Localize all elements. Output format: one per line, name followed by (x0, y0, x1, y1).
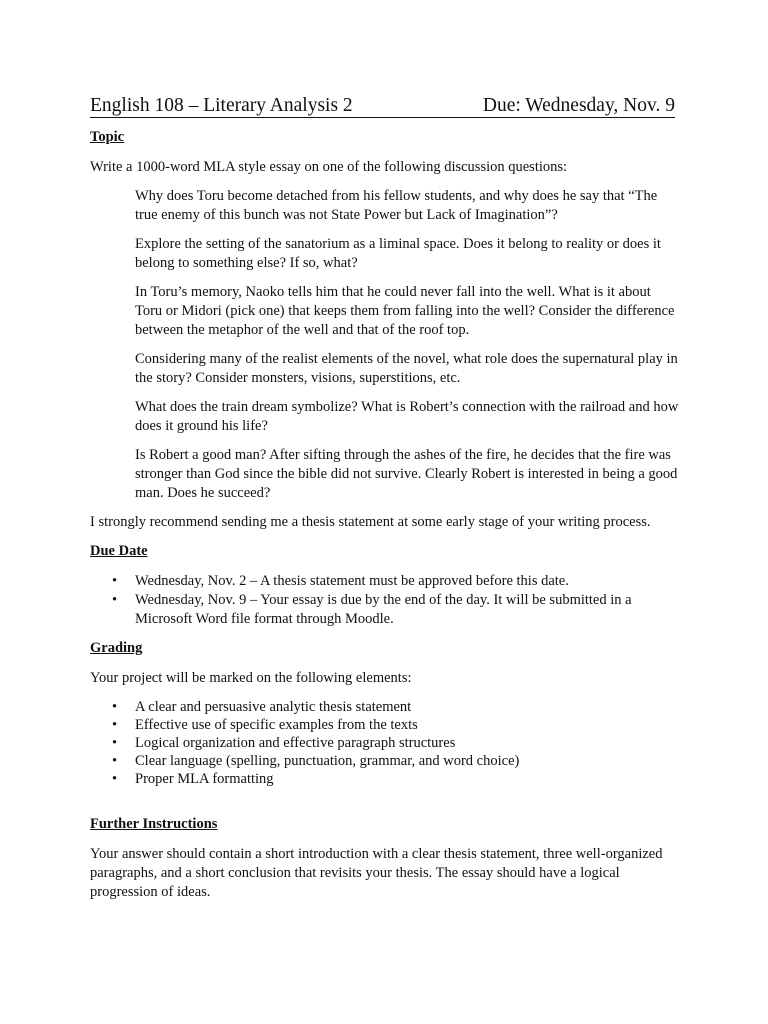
discussion-question: In Toru’s memory, Naoko tells him that he could never fall into the well. What is it about Toru or Midori (pick one) that keeps them from falling into the well? Consider the difference between the metaphor of the well and that of the roof top. (135, 284, 675, 338)
grading-criterion: • Logical organization and effective paragraph structures (135, 734, 680, 752)
grading-criterion: • A clear and persuasive analytic thesis statement (135, 698, 680, 716)
discussion-question: Is Robert a good man? After sifting through the ashes of the fire, he decides that the fire was stronger than God since the bible did not survive. Clearly Robert is interested in being a good man. Does he succeed? (135, 447, 678, 501)
grading-criteria-list (90, 698, 680, 788)
further-instructions-heading: Further Instructions (90, 816, 218, 832)
topic-heading: Topic (90, 129, 125, 145)
discussion-question: Considering many of the realist elements of the novel, what role does the supernatural play in the story? Consider monsters, visions, superstitions, etc. (135, 351, 678, 386)
discussion-question: What does the train dream symbolize? What is Robert’s connection with the railroad and how does it ground his life? (135, 399, 679, 434)
discussion-question: Explore the setting of the sanatorium as a liminal space. Does it belong to reality or does it belong to something else? If so, what? (135, 236, 661, 271)
due-date-header: Due: Wednesday, Nov. 9 (482, 95, 675, 116)
document-body (90, 128, 680, 912)
due-date-item: • Wednesday, Nov. 9 – Your essay is due by the end of the day. It will be submitted in a Microsoft Word file format through Moodle. (135, 591, 680, 629)
due-date-heading: Due Date (90, 543, 148, 559)
thesis-recommendation: I strongly recommend sending me a thesis statement at some early stage of your writing process. (90, 514, 651, 530)
due-date-item: • Wednesday, Nov. 2 – A thesis statement must be approved before this date. (135, 572, 680, 591)
further-instructions-text: Your answer should contain a short introduction with a clear thesis statement, three well-organized paragraphs, and a short conclusion that revisits your thesis. The essay should have a logical progression of ideas. (90, 846, 663, 900)
course-title: English 108 – Literary Analysis 2 (90, 95, 353, 116)
discussion-question: Why does Toru become detached from his fellow students, and why does he say that “The true enemy of this bunch was not State Power but Lack of Imagination”? (135, 188, 658, 223)
grading-criterion: • Proper MLA formatting (135, 770, 680, 788)
due-date-list (90, 572, 680, 629)
grading-criterion: • Effective use of specific examples from the texts (135, 716, 680, 734)
grading-criterion: • Clear language (spelling, punctuation, grammar, and word choice) (135, 752, 680, 770)
grading-intro: Your project will be marked on the following elements: (90, 670, 412, 686)
topic-intro: Write a 1000-word MLA style essay on one of the following discussion questions: (90, 159, 568, 175)
document-header (90, 94, 675, 118)
grading-heading: Grading (90, 640, 143, 656)
section-spacer (90, 798, 680, 815)
